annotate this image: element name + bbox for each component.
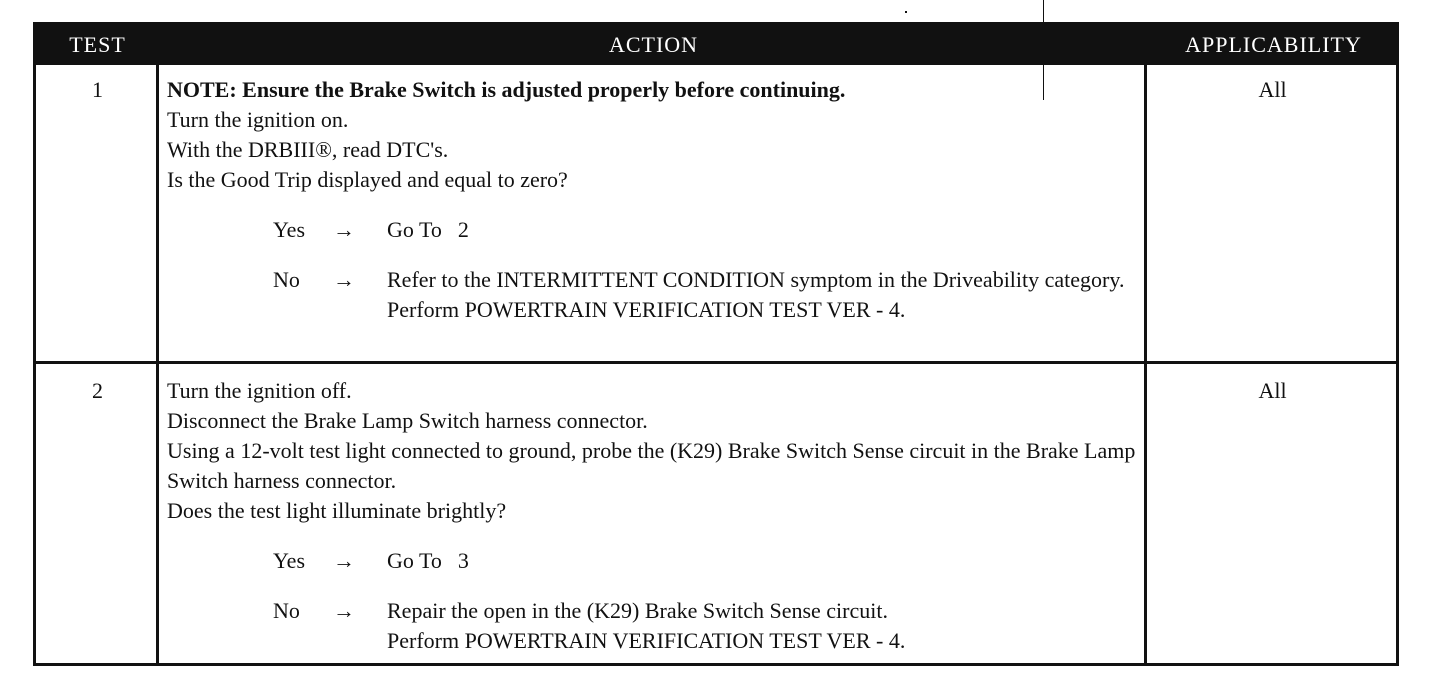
action-cell: [167, 75, 1147, 325]
action-line: Turn the ignition on.: [167, 107, 349, 132]
no-action-text: Repair the open in the (K29) Brake Switch Sense circuit.: [387, 598, 888, 623]
no-label: No: [273, 267, 300, 292]
right-arrow-icon: →: [333, 217, 355, 242]
right-arrow-icon: →: [333, 598, 355, 623]
header-test: TEST: [69, 32, 126, 57]
goto-step: 3: [457, 548, 469, 573]
test-number: 1: [92, 77, 103, 102]
action-line: Using a 12-volt test light connected to ground, probe the (K29) Brake Switch Sense circuit in the Brake Lamp Switch harness connector.: [167, 438, 1136, 493]
no-branch: [167, 596, 1147, 656]
header-applicability: APPLICABILITY: [1185, 32, 1362, 57]
question-line: Is the Good Trip displayed and equal to zero?: [167, 167, 568, 192]
no-branch: [167, 265, 1147, 325]
column-divider: [156, 65, 159, 663]
applicability-value: All: [1258, 77, 1287, 102]
action-line: Disconnect the Brake Lamp Switch harness connector.: [167, 408, 648, 433]
right-arrow-icon: →: [333, 267, 355, 292]
diagnostic-test-table: [33, 22, 1399, 666]
action-cell: [167, 376, 1147, 656]
test-number: 2: [92, 378, 103, 403]
note-line: NOTE: Ensure the Brake Switch is adjusted properly before continuing.: [167, 77, 846, 102]
scan-artifact-dot: [905, 11, 907, 13]
right-arrow-icon: →: [333, 548, 355, 573]
table-header: [36, 25, 1396, 65]
scan-artifact-line: [1043, 0, 1044, 100]
goto-step: 2: [457, 217, 469, 242]
applicability-value: All: [1258, 378, 1287, 403]
no-label: No: [273, 598, 300, 623]
action-line: Turn the ignition off.: [167, 378, 352, 403]
yes-branch: [167, 546, 1147, 576]
row-divider: [36, 361, 1396, 364]
yes-branch: [167, 215, 1147, 245]
goto-label: Go To: [387, 548, 442, 573]
header-action: ACTION: [608, 32, 699, 57]
no-action-text: Perform POWERTRAIN VERIFICATION TEST VER - 4.: [387, 628, 906, 653]
question-line: Does the test light illuminate brightly?: [167, 498, 507, 523]
yes-label: Yes: [273, 217, 306, 242]
goto-label: Go To: [387, 217, 442, 242]
no-action-text: Refer to the INTERMITTENT CONDITION symptom in the Driveability category.: [387, 267, 1125, 292]
action-line: With the DRBIII®, read DTC's.: [167, 137, 449, 162]
no-action-text: Perform POWERTRAIN VERIFICATION TEST VER - 4.: [387, 297, 906, 322]
yes-label: Yes: [273, 548, 306, 573]
